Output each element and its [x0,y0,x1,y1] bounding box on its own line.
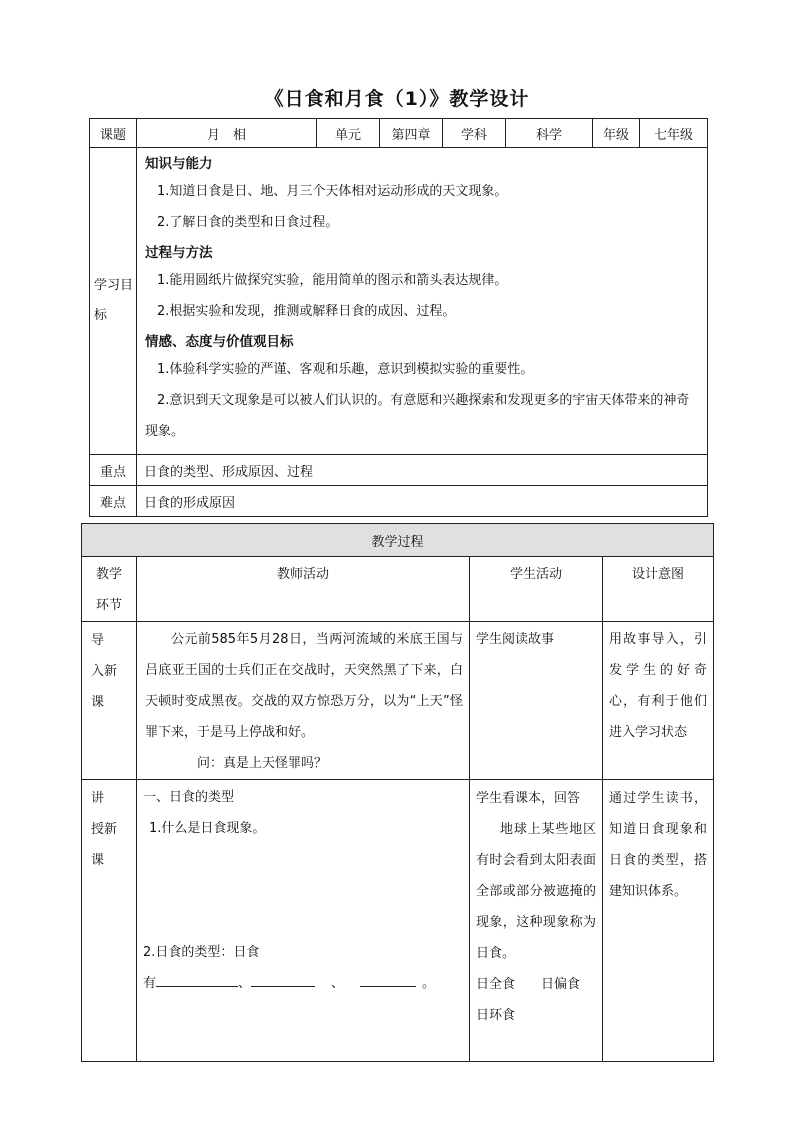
teacher-story: 公元前585年5月28日，当两河流域的米底王国与吕底亚王国的士兵们正在交战时，天突然黑了下来，白天顿时变成黑夜。交战的双方惊恐万分，以为“上天”怪罪下来，于是马上停战和好。 [145,632,463,740]
subject-value: 科学 [506,119,593,148]
teacher-item: 2.日食的类型：日食 [143,945,260,960]
stage-cell: 讲 授新课 [82,780,137,1062]
process-header-row [82,557,714,622]
grade-label: 年级 [593,119,640,148]
stage-cell: 导 入新 课 [82,622,137,780]
objective-item: 2.根据实验和发现，推测或解释日食的成因、过程。 [157,304,456,319]
intent-header: 设计意图 [603,557,714,622]
unit-value: 第四章 [380,119,443,148]
objective-item: 2.意识到天文现象是可以被人们认识的。有意愿和兴趣探索和发现更多的宇宙天体带来的神奇现象。 [145,393,690,439]
fill-blank-line: 有 、 、 。 [137,968,469,999]
objective-item: 1.能用圆纸片做探究实验，能用简单的图示和箭头表达规律。 [157,273,508,288]
objectives-content [137,148,708,455]
process-row-intro [82,622,714,780]
objective-item: 1.知道日食是日、地、月三个天体相对运动形成的天文现象。 [157,184,508,199]
process-row-lecture [82,780,714,1062]
key-point-text: 日食的类型、形成原因、过程 [137,455,708,486]
topic-value: 月 相 [137,119,317,148]
teacher-section-heading: 一、日食的类型 [143,790,235,805]
teacher-activity-cell [137,622,470,780]
objective-item: 1.体验科学实验的严谨、客观和乐趣，意识到模拟实验的重要性。 [157,362,534,377]
blank-2[interactable] [251,972,315,987]
teacher-question: 问：真是上天怪罪吗？ [197,756,328,771]
difficulty-label: 难点 [90,486,137,517]
process-title: 教学过程 [82,524,714,557]
info-row [90,119,708,148]
unit-label: 单元 [317,119,380,148]
grade-value: 七年级 [640,119,708,148]
key-point-row [90,455,708,486]
design-intent-cell: 用故事导入，引发学生的好奇心，有利于他们进入学习状态 [603,622,714,780]
objectives-row [90,148,708,455]
objective-heading: 知识与能力 [145,156,213,172]
key-point-label: 重点 [90,455,137,486]
student-header: 学生活动 [470,557,603,622]
difficulty-text: 日食的形成原因 [137,486,708,517]
document-title: 《日食和月食（1）》教学设计 [264,88,530,110]
blank-3[interactable] [360,972,416,987]
subject-label: 学科 [443,119,506,148]
teacher-header: 教师活动 [137,557,470,622]
blank-1[interactable] [156,972,238,987]
student-activity-cell: 学生看课本，回答 地球上某些地区有时会看到太阳表面全部或部分被遮掩的现象，这种现象称为日食。 日全食 日偏食 日环食 [470,780,603,1062]
student-activity-cell: 学生阅读故事 [470,622,603,780]
design-intent-cell: 通过学生读书，知道日食现象和日食的类型，搭建知识体系。 [603,780,714,1062]
teaching-process-table [81,523,714,1062]
stage-header: 教学环节 [82,557,137,622]
teacher-activity-cell [137,780,470,1062]
objective-heading: 过程与方法 [145,245,213,261]
objectives-label: 学习目标 [90,148,137,455]
objective-item: 2.了解日食的类型和日食过程。 [157,215,339,230]
topic-label: 课题 [90,119,137,148]
objective-heading: 情感、态度与价值观目标 [145,334,294,350]
difficulty-row [90,486,708,517]
teacher-item: 1.什么是日食现象。 [149,821,266,836]
lesson-info-table [89,118,708,517]
